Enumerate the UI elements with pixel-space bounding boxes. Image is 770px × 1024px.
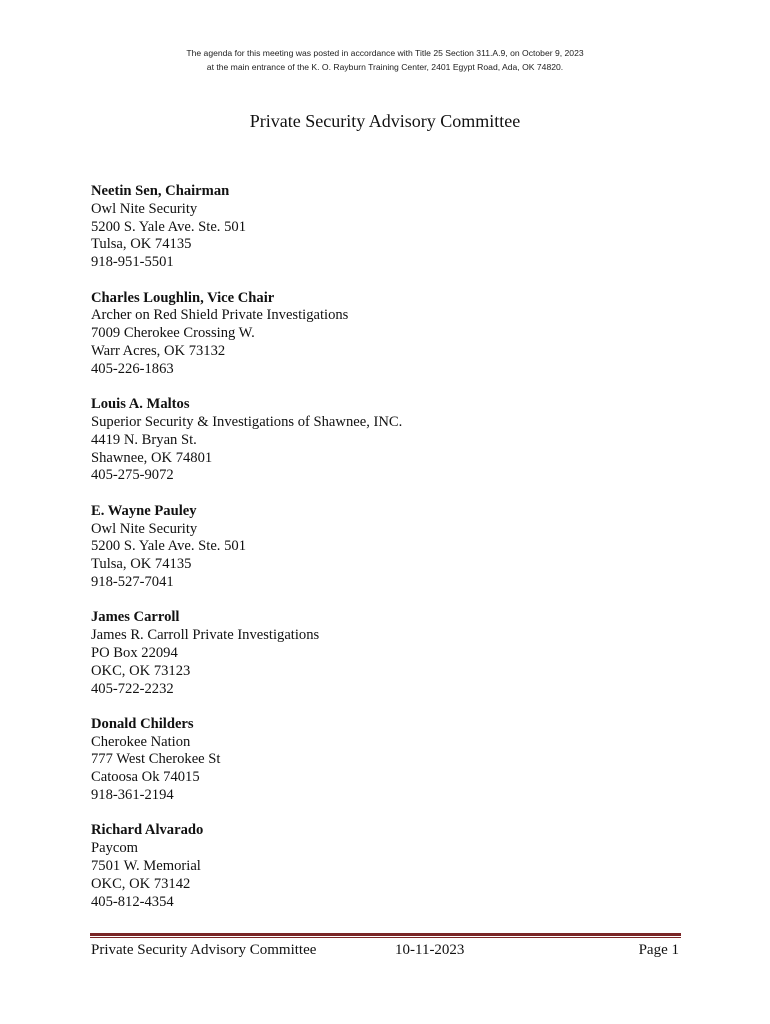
member-city: Warr Acres, OK 73132 — [91, 342, 226, 359]
member-street: 7501 W. Memorial — [91, 858, 201, 875]
member-organization: Archer on Red Shield Private Investigations — [91, 307, 349, 324]
member-name: Richard Alvarado — [91, 822, 204, 839]
footer-page-number: Page 1 — [638, 942, 679, 958]
member-street: 5200 S. Yale Ave. Ste. 501 — [91, 218, 246, 235]
member-phone: 918-527-7041 — [91, 573, 174, 590]
member-name: Charles Loughlin, Vice Chair — [91, 289, 275, 306]
member-city: OKC, OK 73123 — [91, 662, 191, 679]
member-entry — [91, 290, 691, 379]
member-city: OKC, OK 73142 — [91, 875, 191, 892]
member-entry — [91, 822, 691, 911]
member-entry — [91, 503, 691, 592]
member-organization: Owl Nite Security — [91, 520, 198, 537]
posting-notice-line-1: The agenda for this meeting was posted in accordance with Title 25 Section 311.A.9, on October 9, 2023 — [186, 48, 584, 58]
posting-notice-line-2: at the main entrance of the K. O. Rayburn Training Center, 2401 Egypt Road, Ada, OK 74820. — [206, 62, 564, 72]
member-street: PO Box 22094 — [91, 644, 178, 661]
footer-committee-name: Private Security Advisory Committee — [91, 942, 317, 958]
member-street: 7009 Cherokee Crossing W. — [91, 325, 255, 342]
member-street: 4419 N. Bryan St. — [91, 431, 197, 448]
member-entry — [91, 183, 691, 272]
member-name: Neetin Sen, Chairman — [91, 183, 230, 199]
member-phone: 405-275-9072 — [91, 467, 174, 484]
member-organization: Paycom — [91, 840, 139, 857]
member-phone: 405-722-2232 — [91, 680, 174, 697]
footer-divider — [90, 933, 681, 936]
member-organization: Cherokee Nation — [91, 733, 191, 750]
member-city: Catoosa Ok 74015 — [91, 769, 200, 786]
member-name: Donald Childers — [91, 715, 194, 732]
member-phone: 918-951-5501 — [91, 254, 174, 271]
footer-date: 10-11-2023 — [395, 942, 465, 958]
member-city: Tulsa, OK 74135 — [91, 556, 192, 573]
member-city: Tulsa, OK 74135 — [91, 236, 192, 253]
page-title: Private Security Advisory Committee — [249, 111, 521, 131]
member-organization: James R. Carroll Private Investigations — [91, 627, 320, 644]
footer-divider-thin — [90, 937, 681, 938]
posting-notice — [0, 46, 770, 74]
member-phone: 405-226-1863 — [91, 360, 174, 377]
member-name: E. Wayne Pauley — [91, 502, 197, 519]
member-phone: 405-812-4354 — [91, 893, 174, 910]
member-entry — [91, 716, 691, 805]
member-list — [91, 183, 691, 929]
member-phone: 918-361-2194 — [91, 787, 174, 804]
member-organization: Superior Security & Investigations of Shawnee, INC. — [91, 413, 403, 430]
member-entry — [91, 396, 691, 485]
member-name: James Carroll — [91, 609, 180, 626]
member-city: Shawnee, OK 74801 — [91, 449, 213, 466]
member-name: Louis A. Maltos — [91, 396, 190, 413]
member-organization: Owl Nite Security — [91, 200, 198, 217]
member-street: 5200 S. Yale Ave. Ste. 501 — [91, 538, 246, 555]
member-street: 777 West Cherokee St — [91, 751, 221, 768]
member-entry — [91, 609, 691, 698]
